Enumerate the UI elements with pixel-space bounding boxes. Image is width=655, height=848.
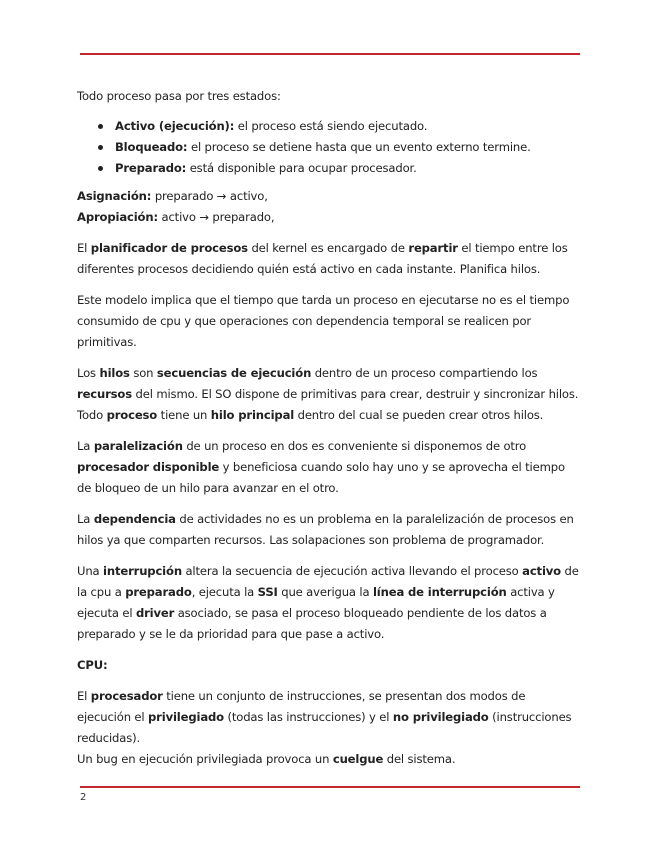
assignment-line: Asignación: preparado → activo, [77,189,268,203]
states-list [77,116,582,179]
intro-text: Todo proceso pasa por tres estados: [77,89,281,103]
paragraph-bug: Un bug en ejecución privilegiada provoca un cuelgue del sistema. [77,752,456,766]
appropriation-line: Apropiación: activo → preparado, [77,210,275,224]
paragraph-model: Este modelo implica que el tiempo que tarda un proceso en ejecutarse no es el tiempo consumido de cpu y que operaciones con dependencia temporal se realicen por primitivas. [77,293,570,349]
paragraph-dependency: La dependencia de actividades no es un problema en la paralelización de procesos en hilos ya que comparten recursos. Las solapaciones son problema de programador. [77,512,574,547]
page-body [77,86,582,770]
list-item: Bloqueado: el proceso se detiene hasta que un evento externo termine. [115,137,582,158]
list-item: Preparado: está disponible para ocupar procesador. [115,158,582,179]
paragraph-parallelization: La paralelización de un proceso en dos es conveniente si disponemos de otro procesador disponible y beneficiosa cuando solo hay uno y se aprovecha el tiempo de bloqueo de un hilo para avanzar en el otro. [77,439,565,495]
paragraph-interrupt: Una interrupción altera la secuencia de ejecución activa llevando el proceso activo de la cpu a preparado, ejecuta la SSI que averigua la línea de interrupción activa y ejecuta el driver asociado, se pasa el proceso bloqueado pendiente de los datos a preparado y se le da prioridad para que pase a activo. [77,564,579,641]
paragraph-scheduler: El planificador de procesos del kernel es encargado de repartir el tiempo entre los diferentes procesos decidiendo quién está activo en cada instante. Planifica hilos. [77,241,568,276]
paragraph-threads: Los hilos son secuencias de ejecución dentro de un proceso compartiendo los recursos del mismo. El SO dispone de primitivas para crear, destruir y sincronizar hilos. Todo proceso tiene un hilo principal dentro del cual se pueden crear otros hilos. [77,366,579,422]
list-item: Activo (ejecución): el proceso está siendo ejecutado. [115,116,582,137]
paragraph-processor: El procesador tiene un conjunto de instrucciones, se presentan dos modos de ejecución el privilegiado (todas las instrucciones) y el no privilegiado (instrucciones reducidas). [77,689,572,745]
cpu-heading: CPU: [77,658,108,672]
header-rule [80,53,580,55]
page-number: 2 [80,792,87,803]
footer-rule [80,786,580,788]
